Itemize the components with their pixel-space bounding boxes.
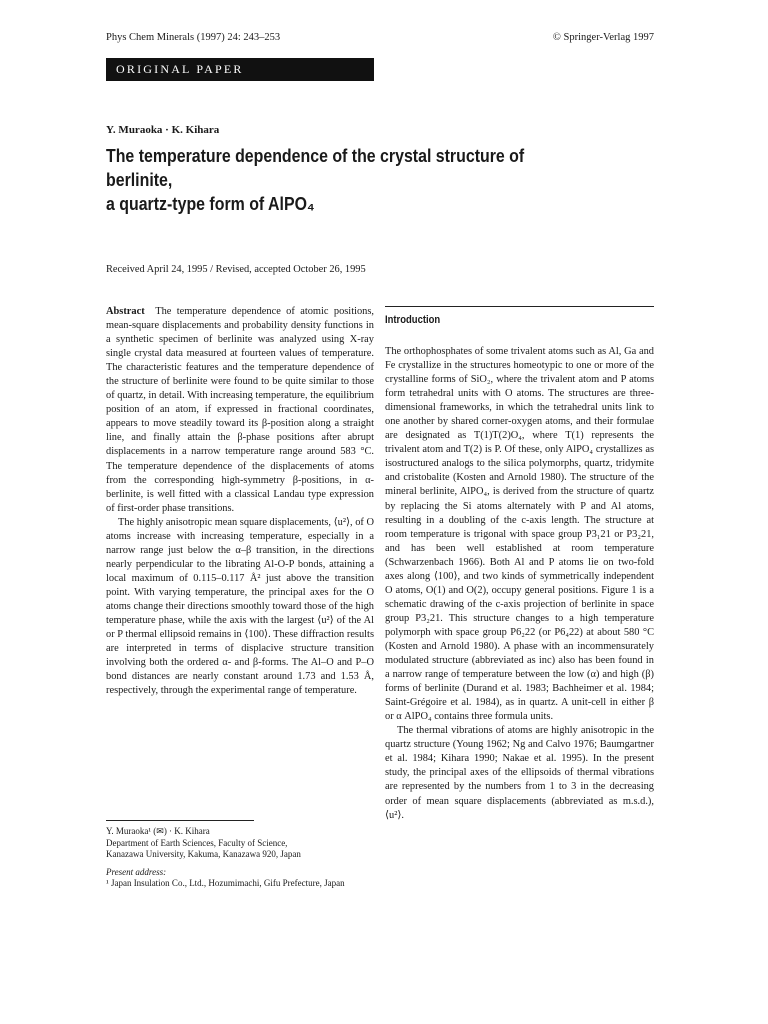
- article-title: [106, 144, 588, 216]
- footnote-authors: Y. Muraoka¹ (✉) · K. Kihara: [106, 826, 210, 836]
- introduction-rule: [385, 306, 654, 307]
- abstract-column: [106, 305, 374, 698]
- introduction-column: [385, 345, 654, 823]
- introduction-heading: Introduction: [385, 314, 441, 326]
- received-dates: Received April 24, 1995 / Revised, accepted October 26, 1995: [106, 264, 366, 275]
- title-line-2: a quartz-type form of AlPO₄: [106, 193, 315, 214]
- footnote-divider: [106, 820, 254, 821]
- author-list: Y. Muraoka · K. Kihara: [106, 124, 220, 136]
- footnote-present-address: ¹ Japan Insulation Co., Ltd., Hozumimachi, Gifu Prefecture, Japan: [106, 878, 345, 889]
- running-header: [106, 32, 654, 43]
- footnote-present-label: Present address:: [106, 866, 167, 877]
- author-footnote: [106, 826, 374, 890]
- article-type-banner: ORIGINAL PAPER: [106, 58, 374, 81]
- introduction-paragraph-1: The orthophosphates of some trivalent atoms such as Al, Ga and Fe crystallize in the structures homeotypic to one or more of the crystalline forms of SiO₂, where the trivalent atom and P atoms form tetrahedral units with O atoms. The structures are three-dimensional frameworks, in which the tetrahedral units link to one another by shared corner-oxygen atoms, and their formulae are designated as T(1)T(2)O₄, where T(1) represents the trivalent atom and T(2) is P. Of these, only AlPO₄ crystallizes as isostructured analogs to the silica polymorphs, quartz, tridymite and cristobalite (Kosten and Arnold 1980). The structure of the mineral berlinite, AlPO₄, is derived from the structure of quartz by replacing the Si atoms alternately with P and Al atoms, resulting in a doubling of the c-axis length. The structure at room temperature is trigonal with space group P3₁21 or P3₂21, and has been well established at room temperature (Schwarzenbach 1966). Both Al and P atoms lie on two-fold axes along ⟨100⟩, and two kinds of symmetrically independent O atoms, O(1) and O(2), occupy general positions. Figure 1 is a schematic drawing of the c-axis projection of berlinite in space group P3₂21. This structure changes to a high temperature polymorph with space group P6₂22 (or P6₄22) at about 580 °C (Kosten and Arnold 1980). A phase with an incommensurately modulated structure (abbreviated as inc) also has been found in a narrow range of temperature between the low (α) and high (β) forms of berlinite (Durand et al. 1983; Bachheimer et al. 1984; Saint-Grégoire et al. 1984), as in quartz. A unit-cell in either β or α AlPO₄ contains three formula units.: [385, 346, 654, 723]
- footnote-department: Department of Earth Sciences, Faculty of Science,: [106, 837, 288, 848]
- journal-citation: Phys Chem Minerals (1997) 24: 243–253: [106, 32, 281, 43]
- footnote-address: Kanazawa University, Kakuma, Kanazawa 920, Japan: [106, 849, 301, 860]
- abstract-label: Abstract: [106, 306, 145, 317]
- abstract-paragraph-1: [106, 305, 374, 516]
- introduction-paragraph-2: The thermal vibrations of atoms are highly anisotropic in the quartz structure (Young 1962; Ng and Calvo 1976; Baumgartner et al. 1984; Kihara 1990; Nakae et al. 1995). In the present study, the principal axes of the ellipsoids of thermal vibrations are represented by the numbers from 1 to 3 in the decreasing order of mean square displacements (abbreviated as m.s.d.), ⟨u²⟩.: [385, 725, 654, 821]
- copyright-notice: © Springer-Verlag 1997: [552, 32, 654, 43]
- abstract-paragraph-2: The highly anisotropic mean square displacements, ⟨u²⟩, of O atoms increase with increasing temperature, especially in a narrow range just below the α–β transition, in the directions nearly perpendicular to the librating Al-O-P bonds, attaining a local maximum of 0.115–0.117 Å² just above the transition point. With varying temperature, the principal axes for the O atoms change their directions smoothly toward those of the high temperature phase, while the axis with the largest ⟨u²⟩ of the Al or P thermal ellipsoid remains in ⟨100⟩. These diffraction results are interpreted in terms of displacive structure transition involving both the ordered α- and β-forms. The Al–O and P–O bond distances are nearly constant around 1.73 and 1.53 Å, respectively, through the experimental range of temperature.: [106, 516, 374, 697]
- abstract-text-1: The temperature dependence of atomic positions, mean-square displacements and probability density functions in a synthetic specimen of berlinite was analyzed using X-ray single crystal data measured at fourteen values of temperature. The characteristic features and the temperature dependence of the structure of berlinite were found to be quite similar to those of quartz, in detail. With increasing temperature, the equilibrium position of an atom, if expressed in fractional coordinates, appears to move steadily toward its β-position along a straight line, and finally attain the β-phase positions after abrupt displacements in a narrow temperature range around 583 °C. The temperature dependence of the displacements of atoms from the corresponding high-symmetry β-positions, in α-berlinite, is well fitted with a classical Landau type expression of first-order phase transitions.: [106, 306, 375, 514]
- title-line-1: The temperature dependence of the crystal structure of berlinite,: [106, 145, 525, 190]
